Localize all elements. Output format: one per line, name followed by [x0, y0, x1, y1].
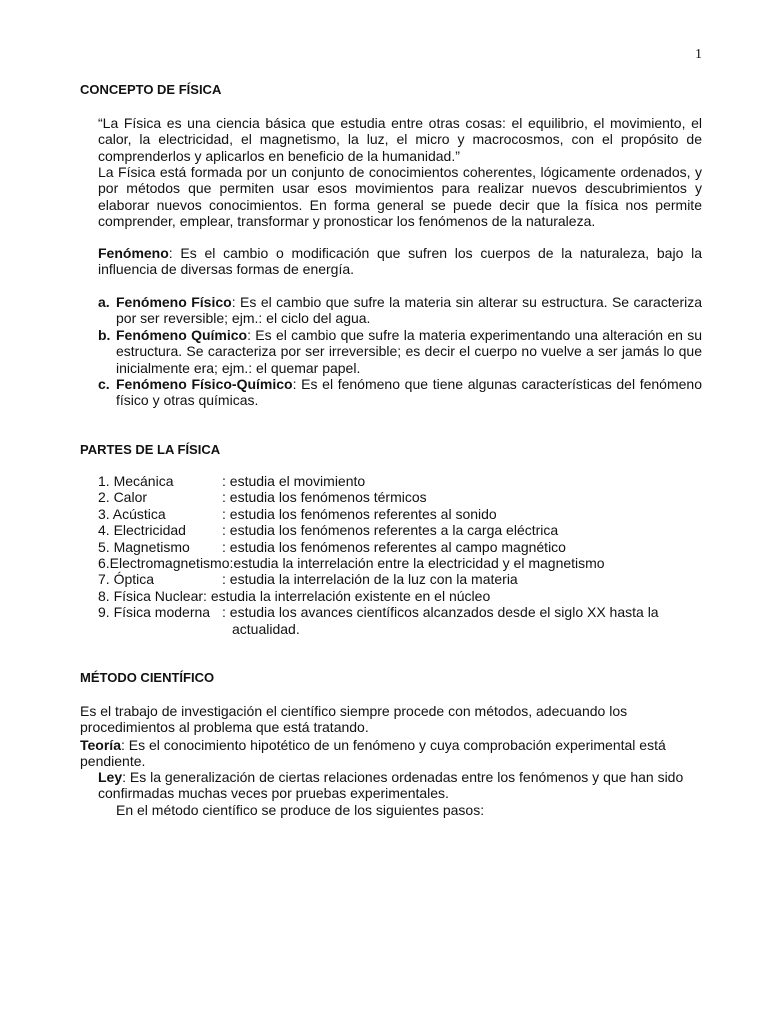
- list-marker: c.: [98, 376, 110, 393]
- page-number: 1: [695, 47, 702, 62]
- quote-definition: “La Física es una ciencia básica que estudia entre otras cosas: el equilibrio, el movimiento, el calor, la electricidad, el magnetismo, la luz, el micro y macrocosmos, con el propósito de comprenderlos y aplicarlos en beneficio de la humanidad.”: [98, 115, 702, 164]
- part-desc-continuation: actualidad.: [232, 620, 300, 637]
- list-marker: a.: [98, 294, 110, 310]
- list-item: [98, 473, 698, 489]
- part-desc: :estudia la interrelación entre la electricidad y el magnetismo: [229, 554, 605, 571]
- part-desc: : estudia la interrelación de la luz con la materia: [222, 571, 518, 588]
- list-item: [98, 588, 698, 604]
- list-item: [98, 294, 702, 327]
- list-item: [98, 327, 702, 376]
- part-name: 9. Física moderna: [98, 604, 211, 621]
- part-desc: : estudia los fenómenos referentes al sonido: [222, 505, 497, 522]
- list-item: [98, 376, 702, 409]
- part-desc: : estudia los fenómenos referentes al campo magnético: [222, 538, 566, 555]
- list-item: [98, 506, 698, 522]
- heading-metodo-cientifico: MÉTODO CIENTÍFICO: [80, 670, 215, 685]
- teoria-def: : Es el conocimiento hipotético de un fenómeno y cuya comprobación experimental está pendiente.: [80, 737, 666, 770]
- list-item: [98, 539, 698, 555]
- list-item: [98, 571, 698, 587]
- parts-list: [98, 473, 698, 637]
- type-def: : Es el cambio que sufre la materia experimentando una alteración en su estructura. Se caracteriza por ser irreversible; es decir el cuerpo no vuelve a ser jamás lo que inicialmente era; ejm.: el quemar papel.: [116, 326, 702, 376]
- heading-partes-de-la-fisica: PARTES DE LA FÍSICA: [80, 442, 221, 457]
- part-name: 5. Magnetismo: [98, 538, 190, 555]
- steps-intro: En el método científico se produce de los siguientes pasos:: [116, 802, 485, 818]
- fenomeno-term: Fenómeno: [98, 245, 169, 261]
- teoria-definition: [80, 737, 700, 770]
- part-name: 8. Física Nuclear: [98, 587, 204, 604]
- ley-def: : Es la generalización de ciertas relaciones ordenadas entre los fenómenos y que han sido confirmadas muchas veces por pruebas experimentales.: [98, 769, 684, 802]
- list-item: [98, 604, 698, 620]
- part-name: 4. Electricidad: [98, 522, 186, 539]
- list-item: [98, 555, 698, 571]
- part-name: 3. Acústica: [98, 505, 166, 522]
- ley-definition: [98, 769, 702, 802]
- fenomeno-definition: [98, 245, 702, 278]
- part-name: 1. Mecánica: [98, 473, 174, 489]
- part-name: 6.Electromagnetismo: [98, 554, 230, 571]
- type-def: : Es el fenómeno que tiene algunas características del fenómeno físico y otras químicas.: [116, 376, 702, 409]
- part-desc: : estudia los avances científicos alcanzados desde el siglo XX hasta la: [222, 604, 659, 621]
- ley-term: Ley: [98, 769, 123, 785]
- fenomeno-def: : Es el cambio o modificación que sufren los cuerpos de la naturaleza, bajo la influencia de diversas formas de energía.: [98, 245, 702, 278]
- part-name: 7. Óptica: [98, 571, 155, 588]
- list-item: [98, 522, 698, 538]
- list-marker: b.: [98, 326, 111, 343]
- part-name: 2. Calor: [98, 489, 148, 506]
- part-desc: : estudia el movimiento: [222, 473, 366, 489]
- type-def: : Es el cambio que sufre la materia sin alterar su estructura. Se caracteriza por ser reversible; ejm.: el ciclo del agua.: [116, 294, 703, 327]
- part-desc: : estudia los fenómenos térmicos: [222, 489, 427, 506]
- type-term: Fenómeno Físico: [116, 294, 232, 310]
- phenomenon-types-list: [98, 294, 702, 409]
- type-term: Fenómeno Físico-Químico: [116, 376, 293, 393]
- metodo-intro: Es el trabajo de investigación el científico siempre procede con métodos, adecuando los procedimientos al problema que está tratando.: [80, 703, 628, 736]
- list-item: [98, 489, 698, 505]
- part-desc: : estudia los fenómenos referentes a la carga eléctrica: [222, 522, 559, 539]
- heading-concepto-de-fisica: CONCEPTO DE FÍSICA: [80, 82, 222, 97]
- type-term: Fenómeno Químico: [116, 326, 248, 343]
- part-desc: : estudia la interrelación existente en el núcleo: [203, 587, 491, 604]
- paragraph-fisica-formada: La Física está formada por un conjunto de conocimientos coherentes, lógicamente ordenados, y por métodos que permiten usar esos movimientos para realizar nuevos descubrimientos y elaborar nuevos conocimientos. En forma general se puede decir que la física nos permite comprender, emplear, transformar y pronosticar los fenómenos de la naturaleza.: [98, 164, 702, 230]
- teoria-term: Teoría: [80, 737, 121, 753]
